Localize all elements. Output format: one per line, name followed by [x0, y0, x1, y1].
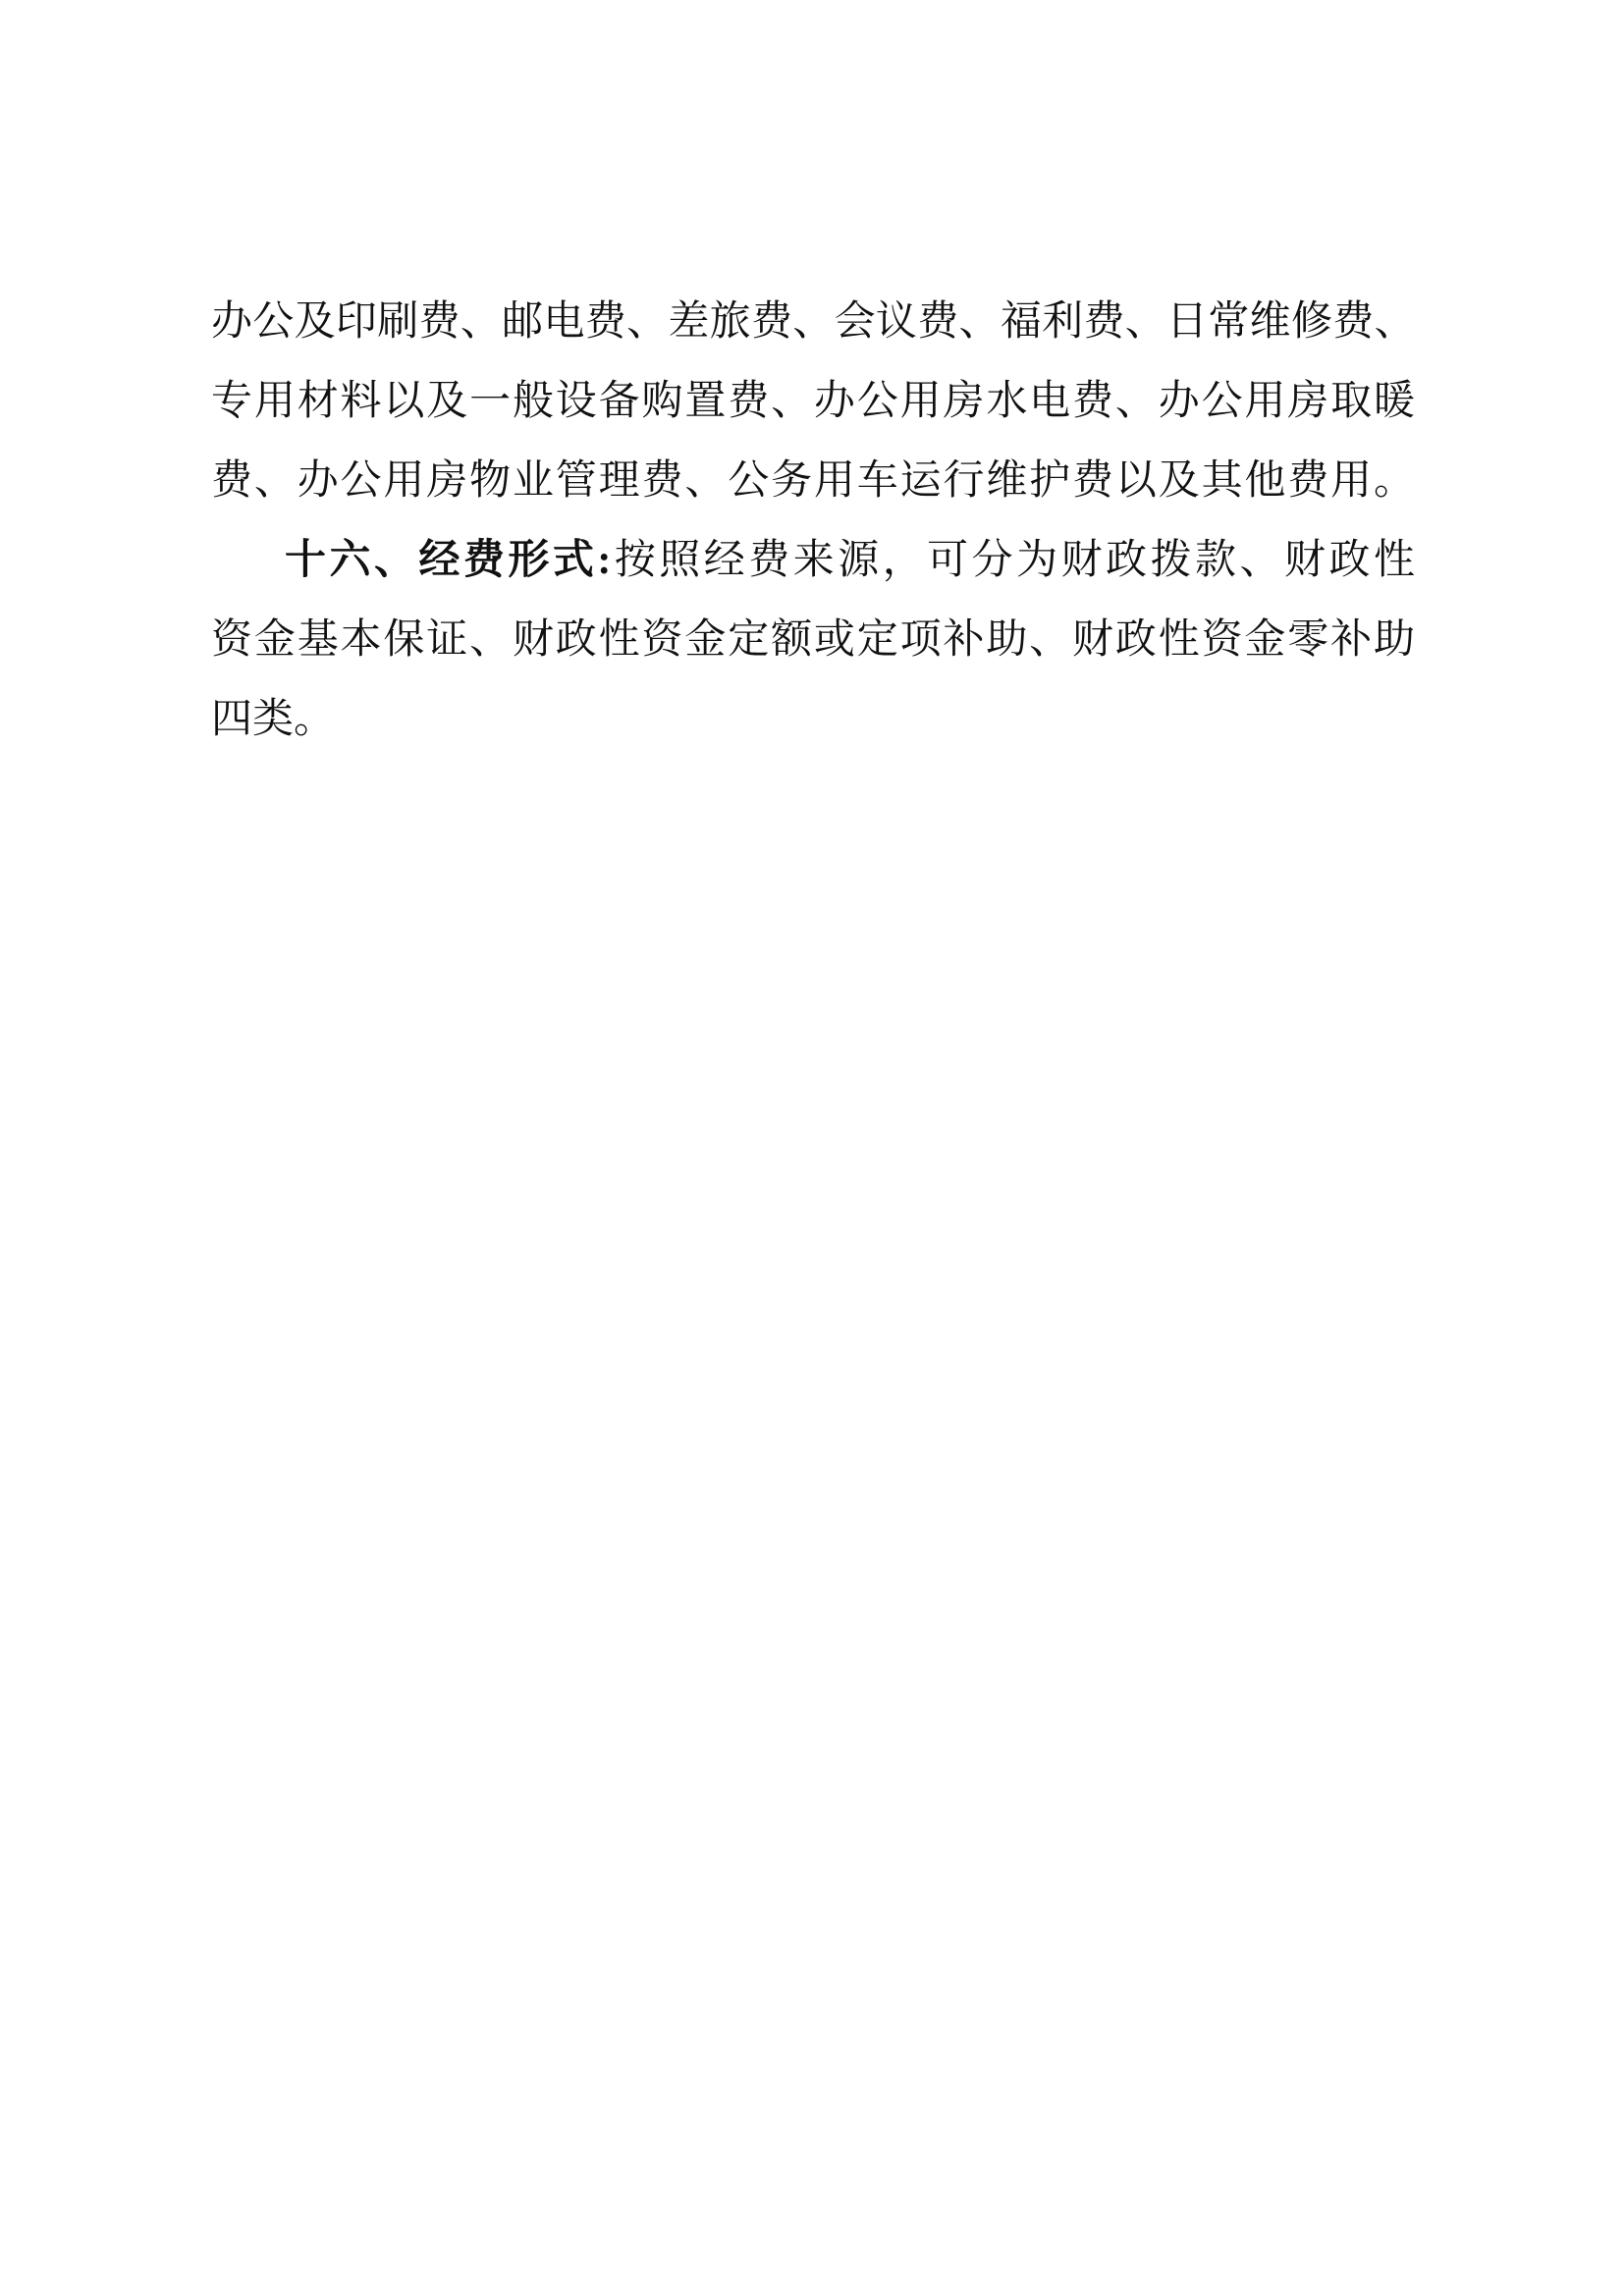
section-heading-bold: 十六、经费形式:	[285, 538, 612, 583]
paragraph2-line3: 四类。	[211, 697, 336, 742]
text-block	[211, 283, 1415, 760]
paragraph1-line2: 专用材料以及一般设备购置费、办公用房水电费、办公用房取暖	[211, 379, 1415, 424]
paragraph2-line1-rest: 按照经费来源，可分为财政拨款、财政性	[611, 538, 1415, 583]
paragraph2-line1	[211, 521, 1415, 601]
paragraph1-line1: 办公及印刷费、邮电费、差旅费、会议费、福利费、日常维修费、	[211, 299, 1415, 345]
paragraph1-line3: 费、办公用房物业管理费、公务用车运行维护费以及其他费用。	[211, 458, 1415, 504]
paragraph2-line2: 资金基本保证、财政性资金定额或定项补助、财政性资金零补助	[211, 617, 1415, 663]
